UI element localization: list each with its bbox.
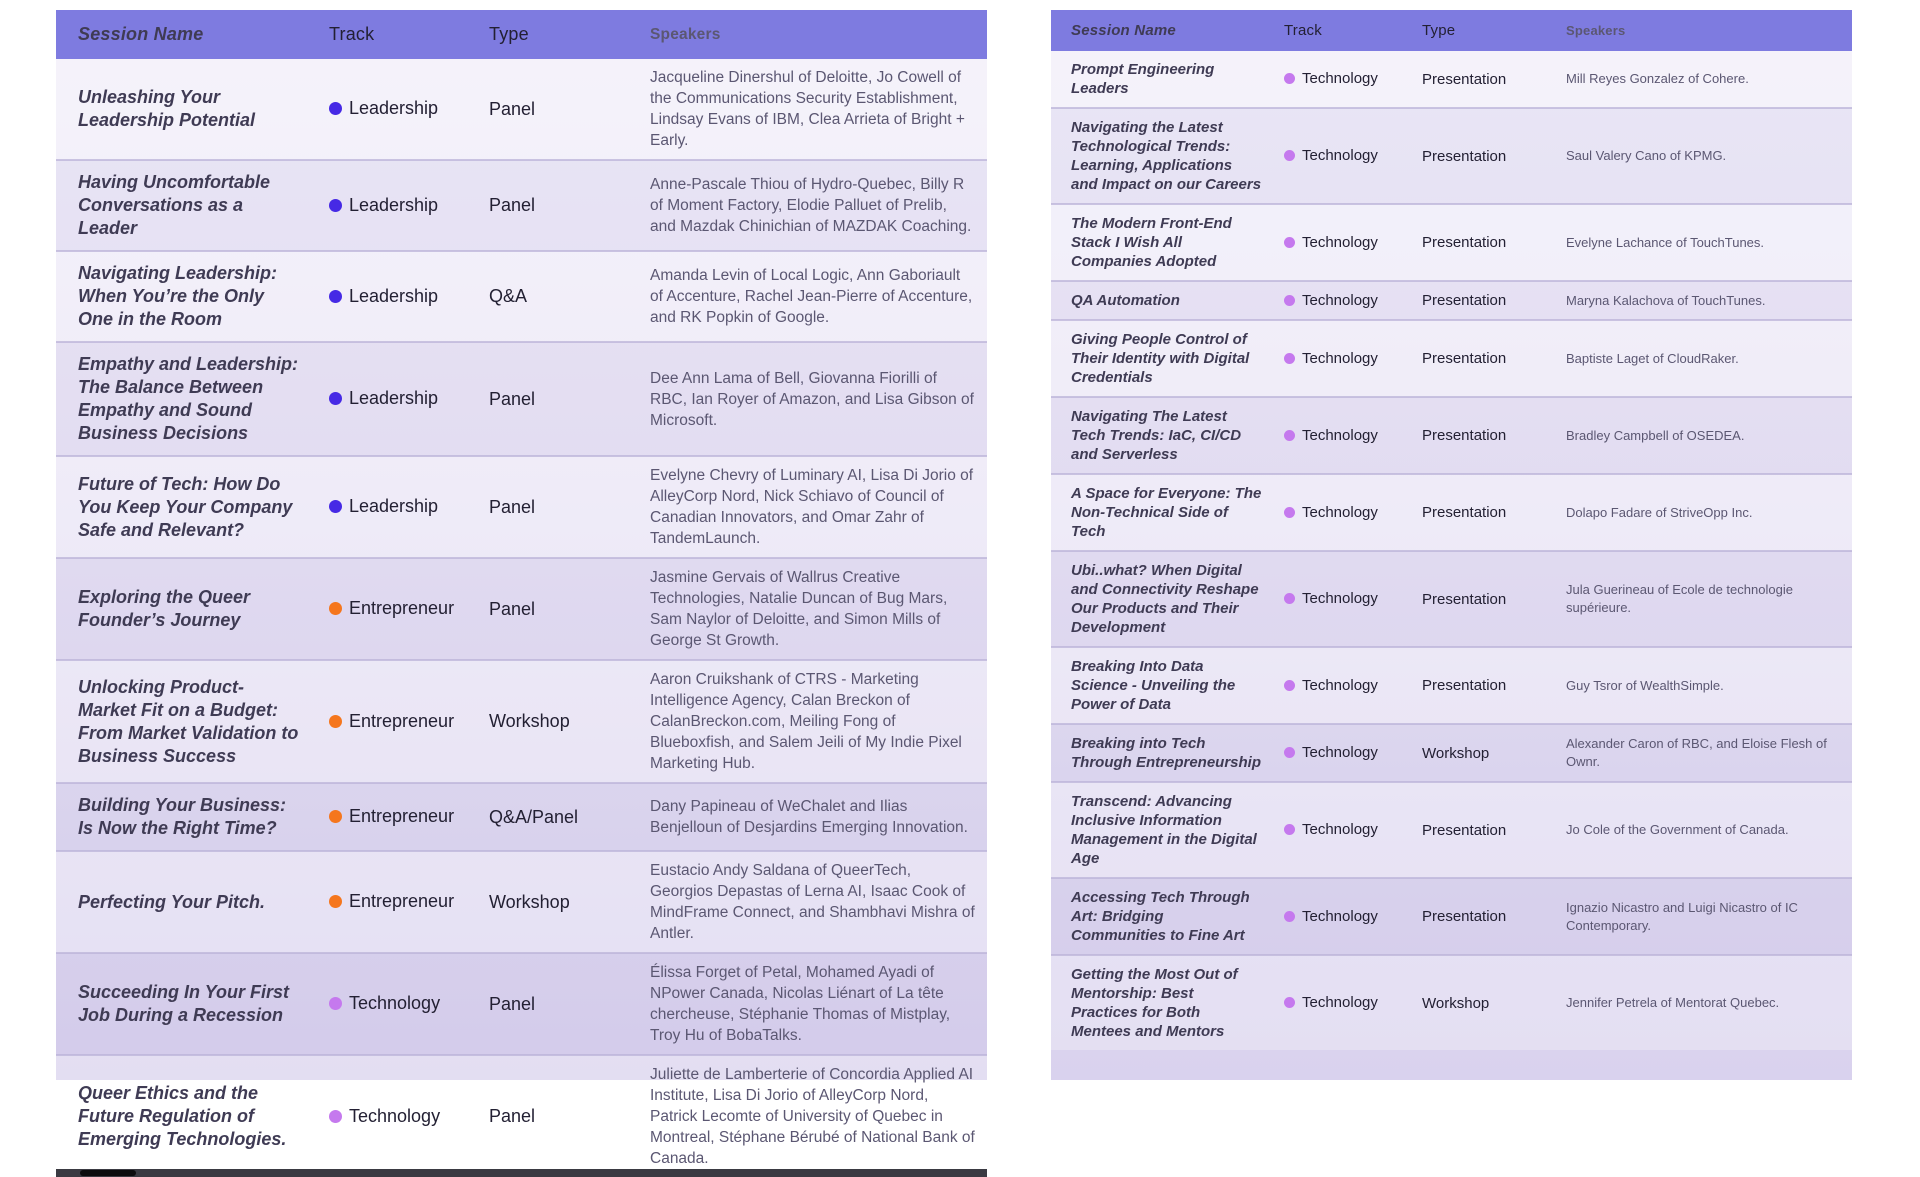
- session-name-cell: Getting the Most Out of Mentorship: Best Practices for Both Mentees and Mentors: [1051, 955, 1276, 1050]
- table-row[interactable]: [56, 59, 987, 160]
- table-header: [56, 10, 987, 59]
- track-color-dot-icon: [1284, 680, 1295, 691]
- track-color-dot-icon: [329, 199, 342, 212]
- type-cell: Presentation: [1414, 397, 1562, 474]
- type-cell: Presentation: [1414, 320, 1562, 397]
- table-row[interactable]: [1051, 724, 1852, 782]
- track-label: Technology: [1302, 70, 1378, 87]
- track-cell: [1276, 474, 1414, 551]
- track-label: Technology: [1302, 503, 1378, 521]
- track-color-dot-icon: [1284, 911, 1295, 922]
- speakers-cell: Jennifer Petrela of Mentorat Quebec.: [1562, 955, 1852, 1050]
- track-cell: [1276, 108, 1414, 204]
- table-row[interactable]: [1051, 474, 1852, 551]
- track-label: Technology: [1302, 590, 1378, 607]
- speakers-cell: Alexander Caron of RBC, and Eloise Flesh of Ownr.: [1562, 724, 1852, 782]
- track-label: Technology: [349, 1105, 441, 1126]
- table-row[interactable]: [1051, 108, 1852, 204]
- session-name-cell: Ubi..what? When Digital and Connectivity Reshape Our Products and Their Development: [1051, 551, 1276, 647]
- track-color-dot-icon: [329, 810, 342, 823]
- track-cell: [1276, 397, 1414, 474]
- track-color-dot-icon: [1284, 747, 1295, 758]
- track-label: Leadership: [349, 285, 439, 306]
- right-sessions-table: [1051, 10, 1852, 1080]
- type-cell: Panel: [481, 456, 646, 558]
- track-label: Technology: [1302, 147, 1378, 164]
- speakers-cell: Dany Papineau of WeChalet and Ilias Benjelloun of Desjardins Emerging Innovation.: [646, 783, 987, 851]
- session-name-cell: Queer Ethics and the Future Regulation of Emerging Technologies.: [56, 1055, 321, 1177]
- track-label: Leadership: [349, 194, 439, 215]
- track-color-dot-icon: [1284, 507, 1295, 518]
- table-row[interactable]: [1051, 51, 1852, 108]
- session-name-cell: Navigating The Latest Tech Trends: IaC, CI/CD and Serverless: [1051, 397, 1276, 474]
- type-cell: Presentation: [1414, 204, 1562, 281]
- speakers-cell: Juliette de Lamberterie of Concordia Applied AI Institute, Lisa Di Jorio of AlleyCorp Nord, Patrick Lecomte of University of Quebec in Montreal, Stéphane Bérubé of National Bank of Canada.: [646, 1055, 987, 1177]
- table-row[interactable]: [1051, 955, 1852, 1050]
- track-color-dot-icon: [329, 715, 342, 728]
- type-cell: Panel: [481, 953, 646, 1055]
- type-cell: Q&A: [481, 251, 646, 342]
- table-row[interactable]: [1051, 320, 1852, 397]
- type-cell: Presentation: [1422, 70, 1507, 88]
- table-row[interactable]: [56, 1055, 987, 1177]
- speakers-cell: Jacqueline Dinershul of Deloitte, Jo Cowell of the Communications Security Establishment, Lindsay Evans of IBM, Clea Arrieta of Bright + Early.: [650, 69, 965, 149]
- track-cell: [321, 59, 481, 160]
- session-name-cell: Having Uncomfortable Conversations as a Leader: [56, 160, 321, 251]
- speakers-cell: Maryna Kalachova of TouchTunes.: [1562, 281, 1852, 320]
- track-cell: [321, 783, 481, 851]
- speakers-cell: Dolapo Fadare of StriveOpp Inc.: [1562, 474, 1852, 551]
- track-cell: [1276, 551, 1414, 647]
- column-header-session-name: Session Name: [1051, 10, 1276, 51]
- track-cell: [321, 851, 481, 953]
- type-cell: Workshop: [481, 660, 646, 783]
- speakers-cell: Jo Cole of the Government of Canada.: [1562, 782, 1852, 878]
- speakers-cell: Evelyne Lachance of TouchTunes.: [1562, 204, 1852, 281]
- table-row[interactable]: [56, 342, 987, 456]
- column-header-type: Type: [1414, 10, 1562, 51]
- track-color-dot-icon: [1284, 150, 1295, 161]
- table-row[interactable]: [56, 558, 987, 660]
- track-color-dot-icon: [1284, 997, 1295, 1008]
- session-name-cell: Transcend: Advancing Inclusive Information Management in the Digital Age: [1051, 782, 1276, 878]
- speakers-cell: Eustacio Andy Saldana of QueerTech, Georgios Depastas of Lerna AI, Isaac Cook of MindFrame Connect, and Shambhavi Mishra of Antler.: [646, 851, 987, 953]
- table-row[interactable]: [56, 160, 987, 251]
- track-label: Technology: [1302, 233, 1378, 251]
- track-cell: [321, 160, 481, 251]
- track-label: Technology: [1302, 821, 1378, 838]
- type-cell: Workshop: [481, 851, 646, 953]
- speakers-cell: Aaron Cruikshank of CTRS - Marketing Intelligence Agency, Calan Breckon of CalanBreckon.com, Meiling Fong of Blueboxfish, and Salem Jeili of My Indie Pixel Marketing Hub.: [646, 660, 987, 783]
- speakers-cell: Mill Reyes Gonzalez of Cohere.: [1566, 71, 1749, 86]
- track-label: Technology: [1302, 676, 1378, 694]
- speakers-cell: Anne-Pascale Thiou of Hydro-Quebec, Billy R of Moment Factory, Elodie Palluet of Prelib, and Mazdak Chinichian of MAZDAK Coaching.: [646, 160, 987, 251]
- session-name-cell: Accessing Tech Through Art: Bridging Communities to Fine Art: [1051, 878, 1276, 955]
- type-cell: Presentation: [1414, 647, 1562, 724]
- track-label: Entrepreneur: [349, 598, 455, 618]
- table-row[interactable]: [1051, 397, 1852, 474]
- type-cell: Workshop: [1414, 724, 1562, 782]
- track-color-dot-icon: [1284, 430, 1295, 441]
- session-name-cell: Navigating the Latest Technological Trends: Learning, Applications and Impact on our Careers: [1051, 108, 1276, 204]
- track-label: Leadership: [349, 496, 439, 516]
- table-row[interactable]: [1051, 281, 1852, 320]
- table-row[interactable]: [56, 456, 987, 558]
- track-cell: [1276, 204, 1414, 281]
- track-label: Technology: [1302, 744, 1378, 761]
- session-name-cell: Breaking into Tech Through Entrepreneurship: [1051, 724, 1276, 782]
- table-row[interactable]: [1051, 551, 1852, 647]
- track-cell: [1276, 51, 1414, 108]
- column-header-session-name: Session Name: [56, 10, 321, 59]
- speakers-cell: Evelyne Chevry of Luminary AI, Lisa Di Jorio of AlleyCorp Nord, Nick Schiavo of Council of Canadian Innovators, and Omar Zahr of TandemLaunch.: [646, 456, 987, 558]
- session-name-cell: A Space for Everyone: The Non-Technical Side of Tech: [1051, 474, 1276, 551]
- type-cell: Panel: [481, 342, 646, 456]
- track-label: Entrepreneur: [349, 891, 455, 911]
- track-color-dot-icon: [329, 1110, 342, 1123]
- type-cell: Presentation: [1414, 474, 1562, 551]
- session-name-cell: Perfecting Your Pitch.: [56, 851, 321, 953]
- type-cell: Panel: [481, 558, 646, 660]
- track-color-dot-icon: [329, 895, 342, 908]
- session-name-cell: Navigating Leadership: When You’re the Only One in the Room: [56, 251, 321, 342]
- track-label: Technology: [349, 993, 441, 1013]
- speakers-cell: Ignazio Nicastro and Luigi Nicastro of IC Contemporary.: [1562, 878, 1852, 955]
- type-cell: Presentation: [1414, 551, 1562, 647]
- table-row[interactable]: [56, 783, 987, 851]
- track-cell: [321, 953, 481, 1055]
- track-color-dot-icon: [329, 997, 342, 1010]
- speakers-cell: Guy Tsror of WealthSimple.: [1562, 647, 1852, 724]
- track-label: Technology: [1302, 349, 1378, 367]
- column-header-type: Type: [481, 10, 646, 59]
- type-cell: Panel: [481, 160, 646, 251]
- track-color-dot-icon: [329, 500, 342, 513]
- track-color-dot-icon: [1284, 353, 1295, 364]
- session-name-cell: Prompt Engineering Leaders: [1071, 61, 1215, 97]
- table-row[interactable]: [1051, 204, 1852, 281]
- track-color-dot-icon: [329, 102, 342, 115]
- session-name-cell: Breaking Into Data Science - Unveiling the Power of Data: [1051, 647, 1276, 724]
- track-label: Leadership: [349, 388, 439, 408]
- session-name-cell: QA Automation: [1051, 281, 1276, 320]
- horizontal-scrollbar[interactable]: [56, 1169, 987, 1177]
- speakers-cell: Élissa Forget of Petal, Mohamed Ayadi of NPower Canada, Nicolas Liénart of La tête chercheuse, Stéphanie Thomas of Mistplay, Troy Hu of BobaTalks.: [646, 953, 987, 1055]
- track-cell: [321, 251, 481, 342]
- track-label: Leadership: [349, 98, 439, 118]
- table-row[interactable]: [56, 851, 987, 953]
- track-cell: [1276, 724, 1414, 782]
- track-label: Technology: [1302, 291, 1378, 309]
- track-cell: [1276, 878, 1414, 955]
- column-header-track: Track: [321, 10, 481, 59]
- track-color-dot-icon: [329, 290, 342, 303]
- column-header-speakers: Speakers: [1562, 10, 1852, 51]
- type-cell: Workshop: [1414, 955, 1562, 1050]
- column-header-speakers: Speakers: [646, 10, 987, 59]
- type-cell: Presentation: [1414, 782, 1562, 878]
- track-color-dot-icon: [1284, 593, 1295, 604]
- track-label: Technology: [1302, 907, 1378, 925]
- left-sessions-table: [56, 10, 987, 1167]
- track-label: Technology: [1302, 426, 1378, 444]
- track-cell: [321, 1055, 481, 1177]
- session-name-cell: Giving People Control of Their Identity with Digital Credentials: [1051, 320, 1276, 397]
- track-label: Technology: [1302, 994, 1378, 1011]
- speakers-cell: Baptiste Laget of CloudRaker.: [1562, 320, 1852, 397]
- type-cell: Q&A/Panel: [481, 783, 646, 851]
- table-row[interactable]: [1051, 647, 1852, 724]
- track-cell: [321, 660, 481, 783]
- speakers-cell: Bradley Campbell of OSEDEA.: [1562, 397, 1852, 474]
- track-cell: [1276, 955, 1414, 1050]
- track-cell: [1276, 782, 1414, 878]
- track-color-dot-icon: [1284, 824, 1295, 835]
- track-cell: [1276, 281, 1414, 320]
- type-cell: Presentation: [1414, 878, 1562, 955]
- session-name-cell: The Modern Front-End Stack I Wish All Companies Adopted: [1051, 204, 1276, 281]
- table-header: [1051, 10, 1852, 51]
- track-color-dot-icon: [329, 392, 342, 405]
- type-cell: Presentation: [1414, 108, 1562, 204]
- table-row[interactable]: [56, 251, 987, 342]
- speakers-cell: Jula Guerineau of Ecole de technologie supérieure.: [1562, 551, 1852, 647]
- session-name-cell: Unleashing Your Leadership Potential: [78, 87, 256, 130]
- track-label: Entrepreneur: [349, 806, 455, 826]
- speakers-cell: Amanda Levin of Local Logic, Ann Gaboriault of Accenture, Rachel Jean-Pierre of Accenture, and RK Popkin of Google.: [646, 251, 987, 342]
- table-row[interactable]: [56, 953, 987, 1055]
- speakers-cell: Saul Valery Cano of KPMG.: [1562, 108, 1852, 204]
- track-label: Entrepreneur: [349, 710, 455, 731]
- session-name-cell: Succeeding In Your First Job During a Recession: [56, 953, 321, 1055]
- track-color-dot-icon: [1284, 295, 1295, 306]
- table-row[interactable]: [1051, 782, 1852, 878]
- table-row[interactable]: [1051, 878, 1852, 955]
- speakers-cell: Dee Ann Lama of Bell, Giovanna Fiorilli of RBC, Ian Royer of Amazon, and Lisa Gibson of Microsoft.: [646, 342, 987, 456]
- track-cell: [321, 456, 481, 558]
- track-color-dot-icon: [329, 602, 342, 615]
- horizontal-scrollbar-thumb[interactable]: [80, 1170, 136, 1176]
- type-cell: Panel: [489, 98, 536, 119]
- session-name-cell: Unlocking Product-Market Fit on a Budget: From Market Validation to Business Success: [56, 660, 321, 783]
- speakers-cell: Jasmine Gervais of Wallrus Creative Technologies, Natalie Duncan of Bug Mars, Sam Naylor of Deloitte, and Simon Mills of George St Growth.: [646, 558, 987, 660]
- table-row[interactable]: [56, 660, 987, 783]
- session-name-cell: Exploring the Queer Founder’s Journey: [56, 558, 321, 660]
- track-color-dot-icon: [1284, 73, 1295, 84]
- track-cell: [1276, 320, 1414, 397]
- track-cell: [1276, 647, 1414, 724]
- track-cell: [321, 558, 481, 660]
- type-cell: Panel: [481, 1055, 646, 1177]
- track-cell: [321, 342, 481, 456]
- column-header-track: Track: [1276, 10, 1414, 51]
- session-name-cell: Future of Tech: How Do You Keep Your Company Safe and Relevant?: [56, 456, 321, 558]
- type-cell: Presentation: [1414, 281, 1562, 320]
- session-name-cell: Empathy and Leadership: The Balance Between Empathy and Sound Business Decisions: [56, 342, 321, 456]
- session-name-cell: Building Your Business: Is Now the Right Time?: [56, 783, 321, 851]
- track-color-dot-icon: [1284, 237, 1295, 248]
